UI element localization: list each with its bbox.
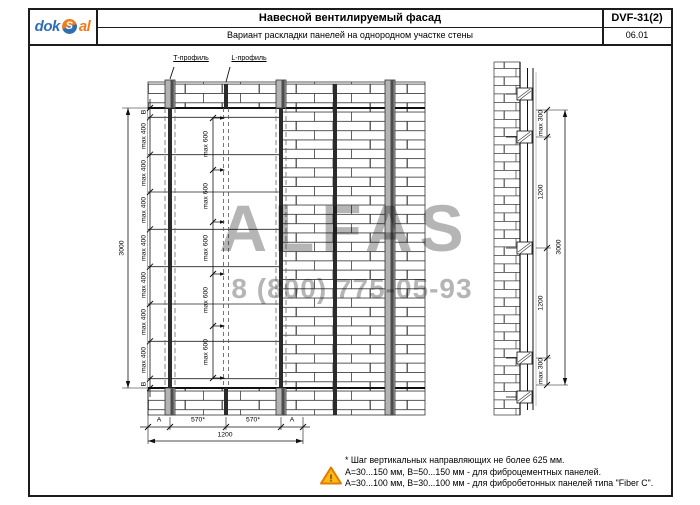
logo-text-al: al xyxy=(78,18,91,35)
l-profile-leader xyxy=(226,67,230,82)
l-profile-label: L-профиль xyxy=(231,55,267,62)
logo-s-ball-icon: S xyxy=(62,19,77,34)
dim-side-overall-label: 3000 xyxy=(555,239,563,255)
dim-fastener-2: max 600 xyxy=(202,182,210,210)
dim-side-seg-2: 1200 xyxy=(537,184,545,200)
dim-row-3: max 400 xyxy=(140,196,148,224)
dim-row-5: max 400 xyxy=(140,271,148,299)
note-line-2: А=30...150 мм, В=50...150 мм - для фиброцементных панелей. xyxy=(345,466,602,477)
dim-side-seg-3: 1200 xyxy=(537,295,545,311)
dim-row-6: max 400 xyxy=(140,308,148,336)
dim-side-overall xyxy=(563,110,567,385)
dim-side-chain xyxy=(536,107,568,388)
dim-a-right: А xyxy=(289,416,295,424)
t-profile-label: Т-профиль xyxy=(173,55,209,62)
dim-row-1: max 400 xyxy=(140,122,148,150)
dim-fastener-1: max 600 xyxy=(202,130,210,158)
dim-guide-1: 570* xyxy=(191,416,205,424)
dim-fastener-5: max 600 xyxy=(202,338,210,366)
side-wall xyxy=(494,62,520,415)
drawing-subtitle: Вариант раскладки панелей на однородном участке стены xyxy=(226,30,474,40)
watermark-phone: 8 (800) 775-05-93 xyxy=(231,273,473,304)
note-line-1: * Шаг вертикальных направляющих не более 625 мм. xyxy=(345,455,565,465)
dim-side-seg-1: max 300 xyxy=(537,109,545,137)
dim-row-4: max 400 xyxy=(140,234,148,262)
dim-overall-height-label: 3000 xyxy=(118,240,126,256)
dim-guide-2: 570* xyxy=(246,416,260,424)
notes-block xyxy=(345,455,675,490)
dim-overall-width-label: 1200 xyxy=(217,431,233,439)
dim-b-bottom: В xyxy=(140,381,148,387)
watermark-brand: ALFAS xyxy=(219,191,471,265)
dim-row-7: max 400 xyxy=(140,346,148,374)
dim-side-seg-4: max 300 xyxy=(537,357,545,385)
logo-text-dok: dok xyxy=(34,18,60,35)
drawing-title: Навесной вентилируемый фасад xyxy=(258,12,442,24)
document-code: DVF-31(2) xyxy=(611,12,663,24)
dim-a-left: А xyxy=(156,416,162,424)
dim-fastener-3: max 600 xyxy=(202,234,210,262)
dim-row-2: max 400 xyxy=(140,159,148,187)
t-profile-leader xyxy=(170,67,174,79)
dim-b-top: В xyxy=(140,109,148,115)
dim-overall-height xyxy=(122,108,152,388)
note-line-3: А=30...100 мм, В=30...100 мм - для фибробетонных панелей типа "Fiber C". xyxy=(345,478,654,488)
sheet-number: 06.01 xyxy=(625,30,649,40)
dim-fastener-4: max 600 xyxy=(202,286,210,314)
warning-exclamation: ! xyxy=(329,473,333,485)
